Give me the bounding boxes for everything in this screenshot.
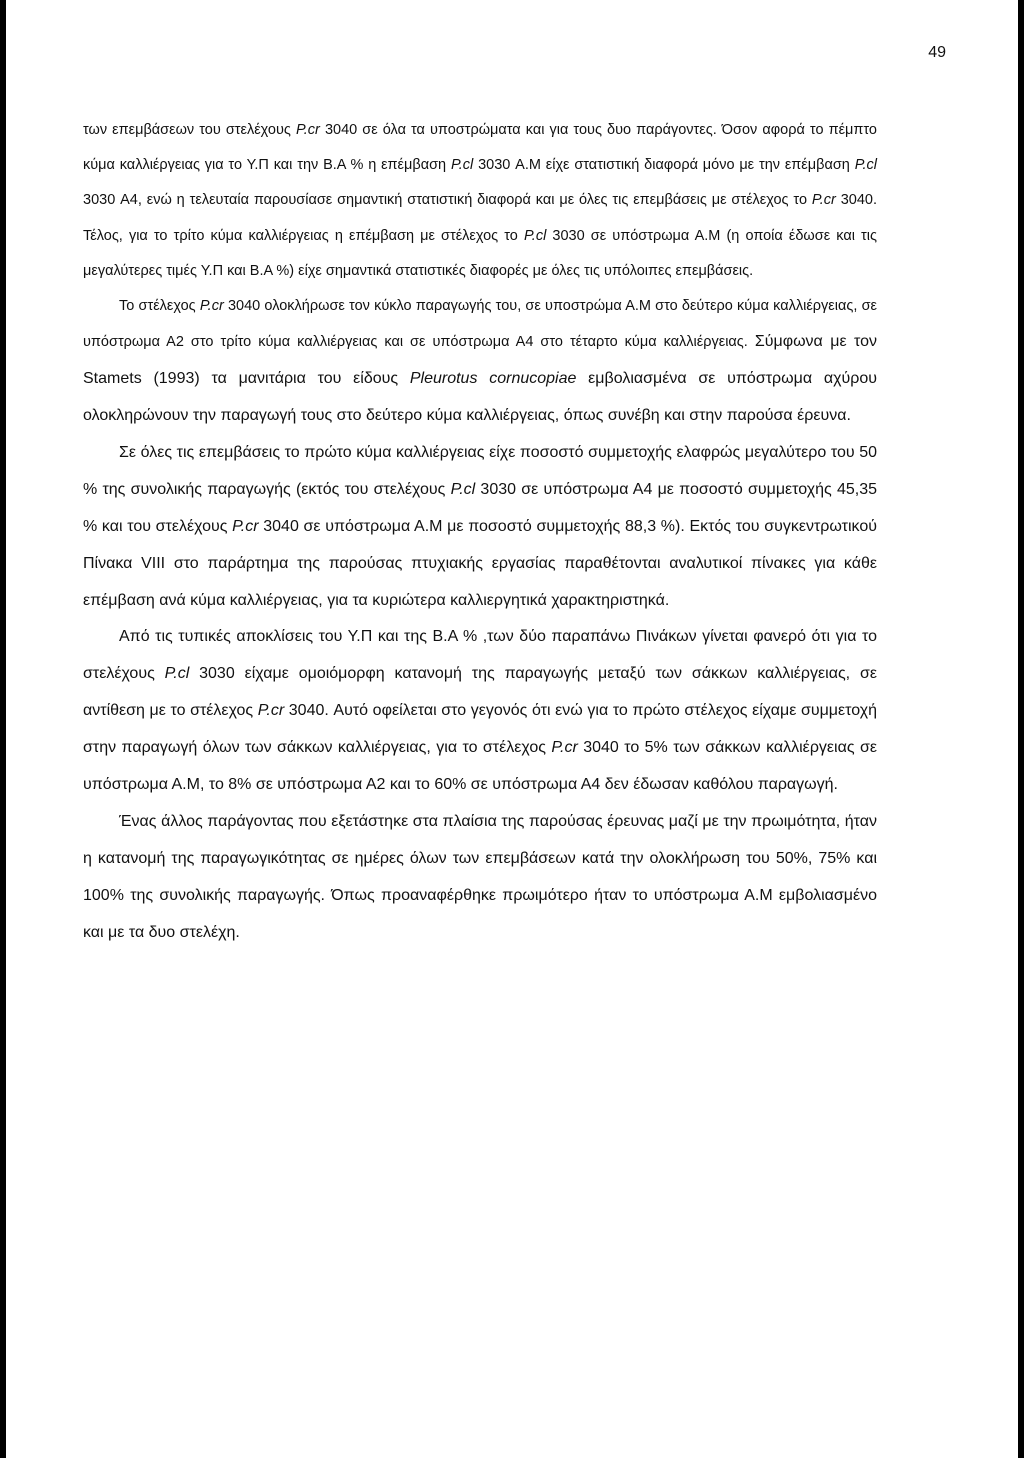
strain-name: P.cl bbox=[854, 157, 877, 174]
strain-name: P.cr bbox=[257, 702, 285, 720]
strain-name: P.cl bbox=[523, 227, 547, 244]
text-run: Ένας άλλος παράγοντας που εξετάστηκε στα πλαίσια της παρούσας έρευνας μαζί με την πρωιμότητα, ήταν η κατανομή της παραγωγικότητας σε ημέρες όλων των επεμβάσεων κατά την ολοκλήρωση του 50%, 75% και 100% της συνολικής παραγωγής. Όπως προαναφέρθηκε πρωιμότερο ήταν το υπόστρωμα Α.Μ εμβολιασμένο και με τα δυο στελέχη. bbox=[83, 813, 877, 941]
text-run: Το στέλεχος bbox=[119, 298, 200, 315]
text-run: 3040 σε υπόστρωμα Α.Μ με ποσοστό συμμετοχής 88,3 %). Εκτός του συγκεντρωτικού Πίνακα VIII στο παράρτημα της παρούσας πτυχιακής εργασίας παραθέτονται αναλυτικοί πίνακες για κάθε επέμβαση ανά κύμα καλλιέργειας, για τα κυριώτερα καλλιεργητικά χαρακτηριστηκά. bbox=[83, 517, 878, 609]
text-run: Από τις τυπικές αποκλίσεις του Υ.Π και της Β.Α % ,των δύο παραπάνω Πινάκων γίνεται φανερό ότι για το στελέχους bbox=[83, 628, 877, 683]
text-run: 3040 το 5% των σάκκων καλλιέργειας σε υπόστρωμα Α.Μ, το 8% σε υπόστρωμα Α2 και το 60% σε υπόστρωμα Α4 δεν έδωσαν καθόλου παραγωγή. bbox=[83, 739, 878, 794]
body-text bbox=[83, 113, 877, 952]
text-run: 3030 Α.Μ είχε στατιστική διαφορά μόνο με την επέμβαση bbox=[473, 157, 855, 174]
species-name: Pleurotus cornucopiae bbox=[409, 370, 577, 388]
strain-name: P.cr bbox=[199, 298, 224, 315]
strain-name: P.cr bbox=[811, 192, 836, 209]
strain-name: P.cr bbox=[232, 517, 259, 535]
paragraph-production-cycle bbox=[83, 289, 877, 435]
paragraph-statistical-differences bbox=[83, 113, 877, 289]
text-run: Σύμφωνα με τον Stamets (1993) τα μανιτάρια του είδους bbox=[83, 333, 877, 388]
paragraph-productivity-days bbox=[83, 804, 877, 952]
strain-name: P.cr bbox=[551, 739, 578, 757]
text-run: των επεμβάσεων του στελέχους bbox=[83, 122, 296, 138]
text-run: 3040 ολοκλήρωσε τον κύκλο παραγωγής του, σε υποστρώμα Α.Μ στο δεύτερο κύμα καλλιέργειας, σε υπόστρωμα Α2 στο τρίτο κύμα καλλιέργειας και σε υπόστρωμα Α4 στο τέταρτο κύμα καλλιέργειας. bbox=[83, 298, 877, 351]
strain-name: P.cl bbox=[450, 480, 476, 498]
paragraph-standard-deviations bbox=[83, 619, 877, 804]
text-run: εμβολιασμένα σε υπόστρωμα αχύρου ολοκληρώνουν την παραγωγή τους στο δεύτερο κύμα καλλιέργειας, όπως συνέβη και στην παρούσα έρευνα. bbox=[83, 370, 878, 425]
strain-name: P.cl bbox=[450, 157, 474, 174]
text-run: 3030 είχαμε ομοιόμορφη κατανομή της παραγωγής μεταξύ των σάκκων καλλιέργειας, σε αντίθεση με το στέλεχος bbox=[83, 665, 877, 720]
document-sheet bbox=[6, 0, 1018, 1458]
text-run: 3040. Τέλος, για το τρίτο κύμα καλλιέργειας η επέμβαση με στέλεχος το bbox=[83, 192, 877, 244]
page-number: 49 bbox=[928, 44, 946, 61]
strain-name: P.cr bbox=[295, 122, 320, 138]
text-run: Σε όλες τις επεμβάσεις το πρώτο κύμα καλλιέργειας είχε ποσοστό συμμετοχής ελαφρώς μεγαλύτερο του 50 % της συνολικής παραγωγής (εκτός του στελέχους bbox=[83, 443, 877, 498]
text-run: 3040 σε όλα τα υποστρώματα και για τους δυο παράγοντες. Όσον αφορά το πέμπτο κύμα καλλιέργειας για το Υ.Π και την Β.Α % η επέμβαση bbox=[83, 122, 877, 174]
text-run: 3030 Α4, ενώ η τελευταία παρουσίασε σημαντική στατιστική διαφορά και με όλες τις επεμβάσεις με στέλεχος το bbox=[83, 192, 812, 209]
text-run: 3030 σε υπόστρωμα Α.Μ (η οποία έδωσε και τις μεγαλύτερες τιμές Υ.Π και Β.Α %) είχε σημαντικά στατιστικές διαφορές με όλες τις υπόλοιπες επεμβάσεις. bbox=[83, 227, 877, 279]
strain-name: P.cl bbox=[164, 665, 190, 683]
text-run: 3040. Αυτό οφείλεται στο γεγονός ότι ενώ για το πρώτο στέλεχος είχαμε συμμετοχή στην παραγωγή όλων των σάκκων καλλιέργειας, για το στέλεχος bbox=[83, 702, 878, 757]
paragraph-first-wave-share bbox=[83, 435, 877, 620]
text-run: 3030 σε υπόστρωμα Α4 με ποσοστό συμμετοχής 45,35 % και του στελέχους bbox=[83, 480, 878, 535]
